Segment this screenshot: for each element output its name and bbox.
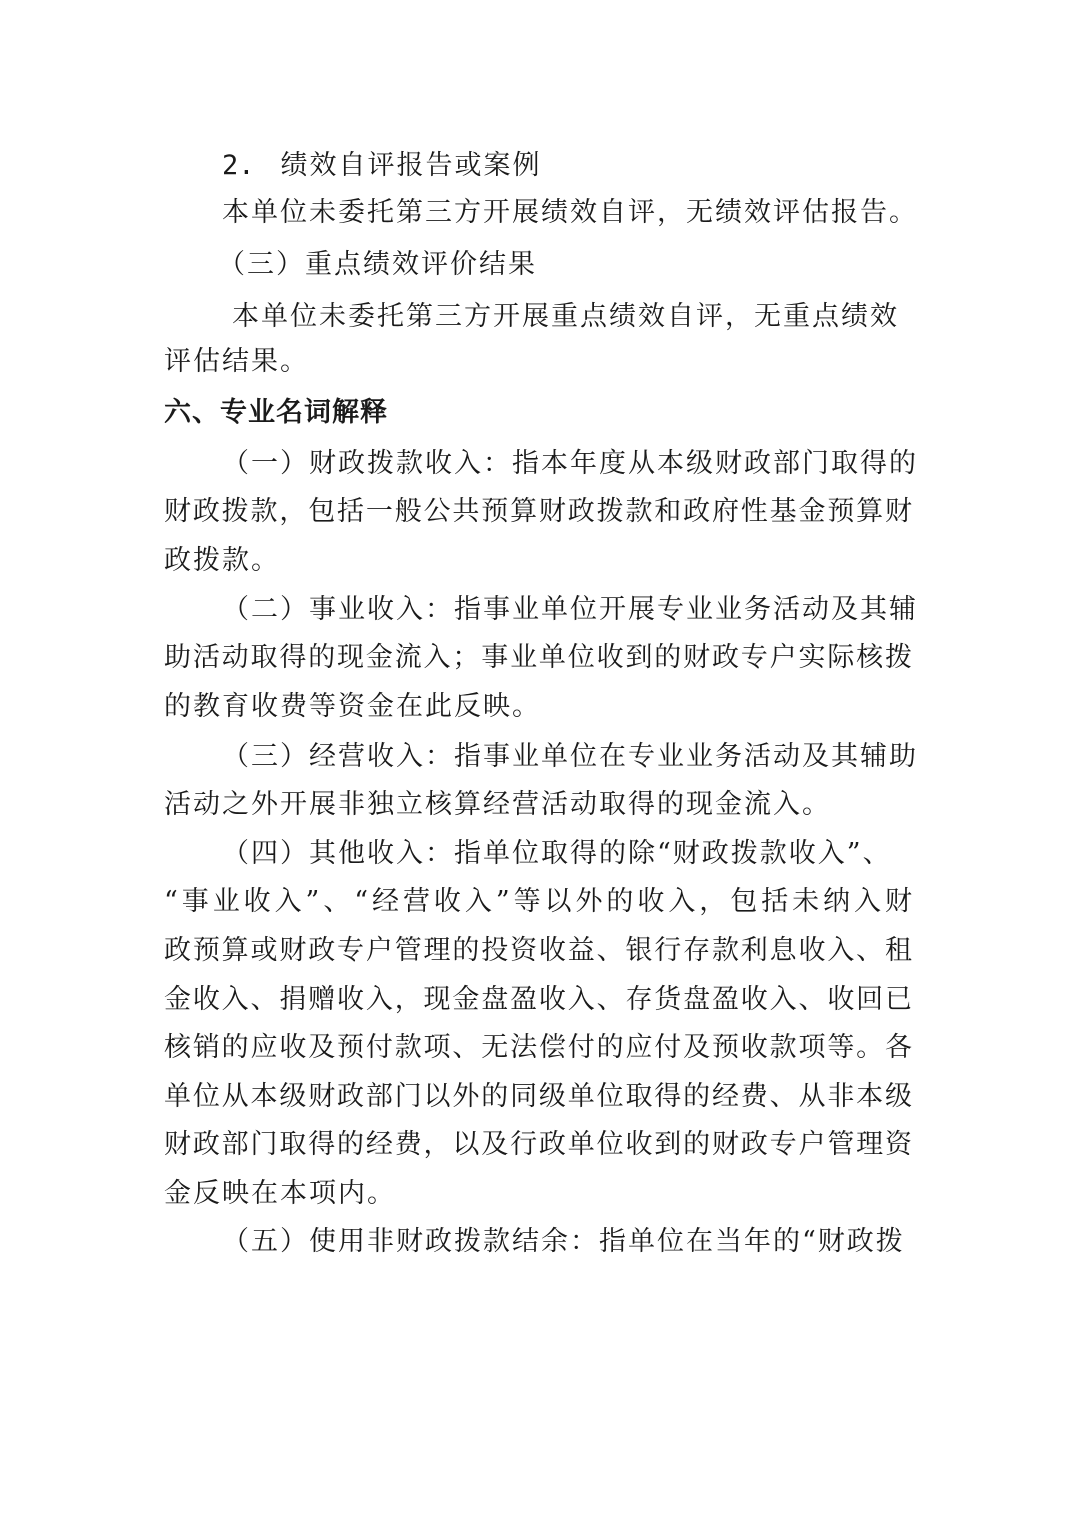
- section-heading-glossary: 六、专业名词解释: [164, 397, 388, 428]
- term-1-line-2: 财政拨款，包括一般公共预算财政拨款和政府性基金预算财: [164, 496, 912, 527]
- subsection-heading-key-evaluation: （三）重点绩效评价结果: [218, 249, 537, 280]
- term-2-line-3: 的教育收费等资金在此反映。: [164, 691, 541, 722]
- term-3-line-2: 活动之外开展非独立核算经营活动取得的现金流入。: [164, 789, 831, 820]
- term-4-line-6: 单位从本级财政部门以外的同级单位取得的经费、从非本级: [164, 1081, 912, 1112]
- term-1-line-1: （一）财政拨款收入：指本年度从本级财政部门取得的: [222, 448, 918, 479]
- term-4-line-5: 核销的应收及预付款项、无法偿付的应付及预收款项等。各: [164, 1032, 912, 1063]
- subsection-heading-performance-report: [222, 146, 542, 186]
- term-2-line-1: （二）事业收入：指事业单位开展专业业务活动及其辅: [222, 594, 918, 625]
- term-2-line-2: 助活动取得的现金流入；事业单位收到的财政专户实际核拨: [164, 642, 912, 673]
- term-4-line-7: 财政部门取得的经费，以及行政单位收到的财政专户管理资: [164, 1129, 912, 1160]
- paragraph-performance-report: 本单位未委托第三方开展绩效自评，无绩效评估报告。: [222, 197, 918, 228]
- heading-text: 绩效自评报告或案例: [280, 150, 542, 181]
- term-4-line-2: “事业收入”、“经营收入”等以外的收入，包括未纳入财: [164, 886, 912, 917]
- term-1-line-3: 政拨款。: [164, 545, 280, 576]
- term-5-line-1: （五）使用非财政拨款结余：指单位在当年的“财政拨: [222, 1226, 905, 1257]
- paragraph-key-evaluation-line-1: 本单位未委托第三方开展重点绩效自评，无重点绩效: [232, 301, 899, 332]
- term-4-line-8: 金反映在本项内。: [164, 1178, 396, 1209]
- term-4-line-3: 政预算或财政专户管理的投资收益、银行存款利息收入、租: [164, 935, 912, 966]
- list-number: 2.: [222, 150, 255, 181]
- term-4-line-1: （四）其他收入：指单位取得的除“财政拨款收入”、: [222, 838, 892, 869]
- paragraph-key-evaluation-line-2: 评估结果。: [164, 346, 309, 377]
- term-3-line-1: （三）经营收入：指事业单位在专业业务活动及其辅助: [222, 741, 918, 772]
- term-4-line-4: 金收入、捐赠收入，现金盘盈收入、存货盘盈收入、收回已: [164, 984, 912, 1015]
